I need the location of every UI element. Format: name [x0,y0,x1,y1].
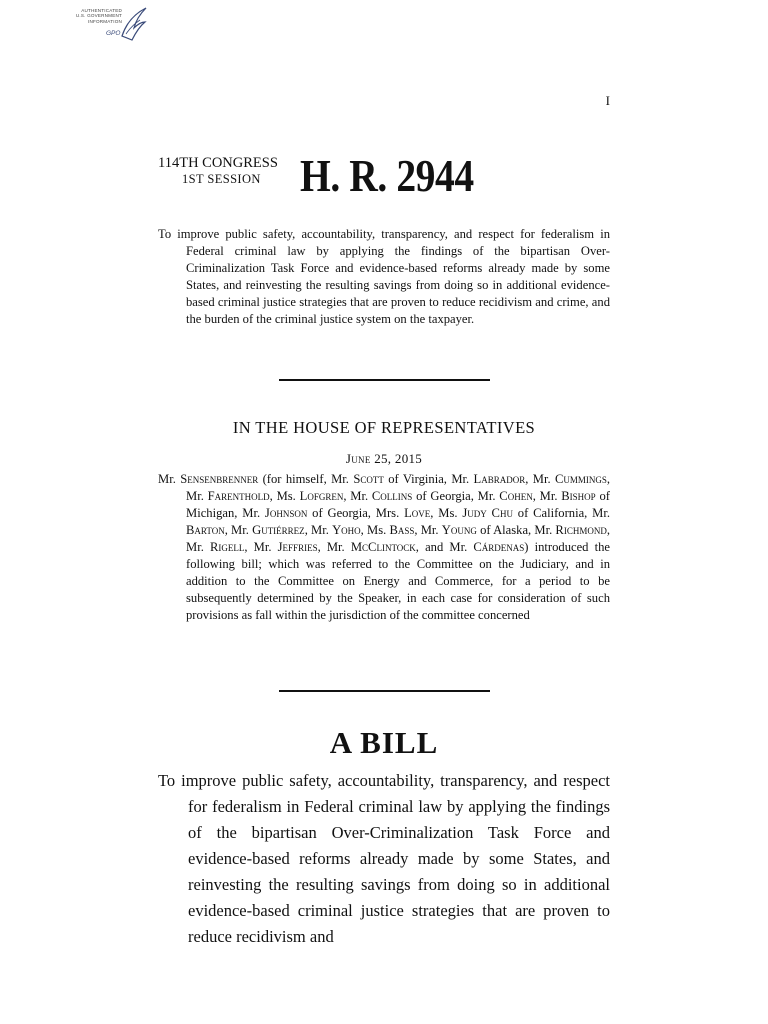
sponsor-text: , Mr. [343,489,372,503]
sponsor-text: , and Mr. [415,540,474,554]
sponsor-name: McClintock [350,540,416,554]
introduction-date: June 25, 2015 [345,451,423,466]
sponsor-name: Sensenbrenner [180,472,259,486]
seal-line-2: U.S. GOVERNMENT [75,13,122,19]
sponsor-text: , Mr. [224,523,253,537]
sponsor-text: , Mr. [532,489,562,503]
sponsor-name: Cohen [499,489,533,503]
sponsor-name: Richmond [555,523,607,537]
bill-number: H. R. 2944 [300,150,474,201]
sponsor-name: Jeffries [277,540,318,554]
sponsor-text: of California, Mr. [512,506,610,520]
sponsor-name: Cárdenas [473,540,525,554]
sponsor-name: Love [404,506,431,520]
sponsor-text: of Virginia, Mr. [383,472,474,486]
sponsor-text: , Ms. [360,523,390,537]
sponsor-name: Scott [353,472,384,486]
seal-line-3: INFORMATION [87,18,122,24]
chamber-heading: IN THE HOUSE OF REPRESENTATIVES [232,418,536,437]
sponsor-text: of Alaska, Mr. [476,523,556,537]
sponsor-text: , Mr. [244,540,278,554]
seal-text [62,8,122,24]
sponsor-name: Johnson [264,506,308,520]
sponsor-name: Farenthold [207,489,270,503]
divider-rule [279,379,490,381]
sponsor-text: , Mr. [304,523,333,537]
sponsors-paragraph [158,471,610,624]
page-number: I [605,93,610,108]
sponsor-text: , Mr. [186,472,611,503]
gpo-label: GPO [106,30,121,37]
sponsor-text: of Georgia, Mrs. [307,506,405,520]
sponsor-text: , Mr. [317,540,351,554]
sponsor-text: Mr. [158,472,181,486]
divider-rule [279,690,490,692]
long-title: To improve public safety, accountability, transparency, and respect for federalism in Federal criminal law by applying the findings of the bipartisan Over-Criminalization Task Force and evidence-based reforms already made by some States, and reinvesting the resulting savings from doing so in additional evidence-based criminal justice strategies that are proven to reduce recidivism and [158,771,610,946]
gpo-authentication-seal [62,6,146,44]
sponsor-text: (for himself, Mr. [258,472,354,486]
sponsor-name: Gutiérrez [252,523,305,537]
sponsor-name: Lofgren [299,489,344,503]
sponsor-name: Young [441,523,477,537]
short-title: To improve public safety, accountability, transparency, and respect for federalism in Federal criminal law by applying the findings of the bipartisan Over-Criminalization Task Force and evidence-based reforms already made by some States, and reinvesting the resulting savings from doing so in additional evidence-based criminal justice strategies that are proven to reduce recidivism and crime, and the burden of the criminal justice system on the taxpayer. [158,227,610,326]
sponsor-name: Bishop [561,489,596,503]
seal-line-1: AUTHENTICATED [81,8,122,13]
sponsor-name: Labrador [473,472,526,486]
sponsor-name: Bass [389,523,415,537]
sponsor-text: of Michigan, Mr. [186,489,610,520]
sponsor-text: ) introduced the following bill; which was referred to the Committee on the Judiciary, and in addition to the Committee on Energy and Commerce, for a period to be subsequently determined by the Speaker, in each case for consideration of such provisions as fall within the jurisdiction of the committee concerned [186,540,611,622]
congress-session-block [158,155,288,187]
sponsor-name: Judy Chu [462,506,513,520]
sponsor-name: Cummings [554,472,607,486]
sponsor-name: Rigell [209,540,245,554]
sponsor-text: , Ms. [269,489,300,503]
sponsor-text: , Ms. [430,506,463,520]
session-label: 1ST SESSION [182,172,261,186]
bill-heading: A BILL [329,725,439,760]
sponsor-text: of Georgia, Mr. [412,489,500,503]
sponsor-text: , Mr. [414,523,442,537]
sponsor-name: Collins [371,489,413,503]
sponsor-text: , Mr. [186,523,610,554]
sponsor-name: Barton [186,523,225,537]
sponsor-text: , Mr. [525,472,555,486]
eagle-icon [118,6,148,44]
sponsor-name: Yoho [332,523,361,537]
congress-label: 114TH CONGRESS [158,155,278,171]
